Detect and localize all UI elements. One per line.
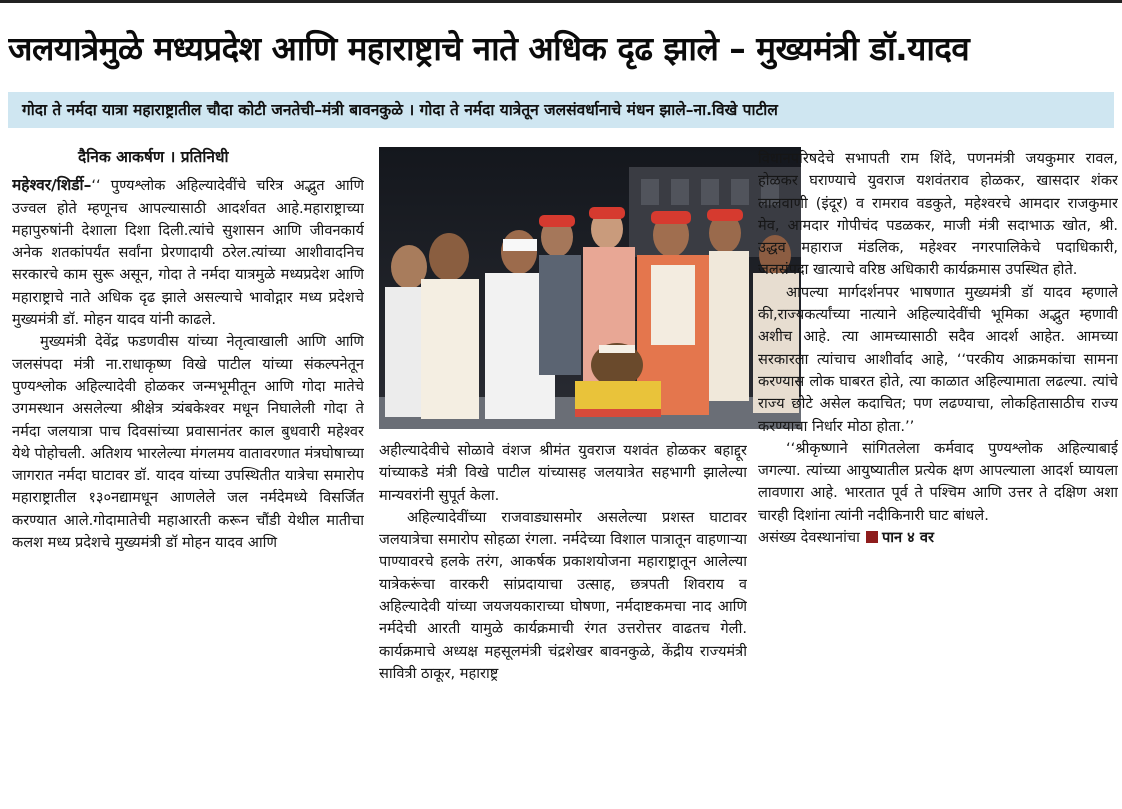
article-column-1 (12, 146, 364, 806)
continuation-line (758, 527, 1118, 549)
paragraph: मुख्यमंत्री देवेंद्र फडणवीस यांच्या नेतृत्वाखाली आणि आणि जलसंपदा मंत्री ना.राधाकृष्ण विखे पाटील यांच्या संकल्पनेतून पुण्यश्लोक अहिल्यादेवी होळकर जन्मभूमीतून आणि गोदा मातेचे उगमस्थान असलेल्या श्रीक्षेत्र त्र्यंबकेश्वर मधून निघालेली गोदा ते नर्मदा जलयात्रा पाच दिवसांच्या प्रवासानंतर काल बुधवारी महेश्वर येथे पोहोचली. अतिशय भारलेल्या मंगलमय वातावरणात मंत्रघोषाच्या जागरात नर्मदा घाटावर डॉ. यादव यांच्या उपस्थितीत यात्रेचा समारोप महाराष्ट्रातील १३०नद्यामधून आणलेले जल नर्मदेमध्ये विसर्जित करण्यात आले.गोदामातेची महाआरती करून चौंडी येथील मातीचा कलश मध्य प्रदेशचे मुख्यमंत्री डॉ मोहन यादव आणि (12, 333, 364, 552)
subheadline-bar (8, 92, 1114, 128)
paragraph: ‘‘श्रीकृष्णाने सांगितलेला कर्मवाद पुण्यश्लोक अहिल्याबाई जगल्या. त्यांच्या आयुष्यातील प्रत्येक क्षण आपल्याला आदर्श घ्यायला लावणारा आहे. भारतात पूर्व ते पश्चिम आणि उत्तर ते दक्षिण अशा चारही दिशांना त्यांनी नदीकिनारी घाट बांधले. (758, 439, 1118, 524)
paragraph: अहील्यादेवीचे सोळावे वंशज श्रीमंत युवराज यशवंत होळकर बहाद्दूर यांच्याकडे मंत्री विखे पाटील यांच्यासह जलयात्रेत सहभागी झालेल्या मान्यवरांनी सुपूर्त केला. (379, 442, 747, 504)
subheadline: गोदा ते नर्मदा यात्रा महाराष्ट्रातील चौदा कोटी जनतेची–मंत्री बावनकुळे । गोदा ते नर्मदा यात्रेतून जलसंवर्धानाचे मंधन झाले–ना.विखे पाटील (22, 101, 778, 119)
paragraph: अहिल्यादेवींच्या राजवाड्यासमोर असलेल्या प्रशस्त घाटावर जलयात्रेचा समारोप सोहळा रंगला. नर्मदेच्या विशाल पात्रातून वाहणाऱ्या पाण्यावरचे हलके तरंग, आकर्षक प्रकाशयोजना महाराष्ट्रातून आलेल्या यात्रेकरूंचा वारकरी सांप्रदायाचा उत्साह, छत्रपती शिवराय व अहिल्यादेवी यांच्या जयजयकाराच्या घोषणा, नर्मदाष्टकमचा नाद आणि नर्मदेची आरती यामुळे कार्यक्रमाची रंगत उत्तरोत्तर वाढतच गेली. कार्यक्रमाचे अध्यक्ष महसूलमंत्री चंद्रशेखर बावनकुळे, केंद्रीय राज्यमंत्री सावित्री ठाकूर, महाराष्ट्र (379, 508, 747, 682)
lead-paragraph (12, 174, 364, 331)
continued-on-page: पान ४ वर (881, 529, 934, 547)
article-column-3 (758, 148, 1118, 806)
headline: जलयात्रेमुळे मध्यप्रदेश आणि महाराष्ट्राचे नाते अधिक दृढ झाले – मुख्यमंत्री डॉ.यादव (8, 29, 970, 68)
byline: दैनिक आकर्षण । प्रतिनिधी (78, 148, 229, 166)
article-column-2 (379, 440, 747, 808)
paragraph: आपल्या मार्गदर्शनपर भाषणात मुख्यमंत्री डॉ यादव म्हणाले की,राज्यकर्त्यांच्या नात्याने अहिल्यादेवींची भूमिका अद्भुत म्हणावी अशीच आहे. त्या आमच्यासाठी सदैव आदर्श आहेत. आमच्या सरकारला त्यांचाच आशीर्वाद आहे, ‘‘परकीय आक्रमकांचा सामना करण्यास लोक घाबरत होते, त्या काळात अहिल्यामाता लढल्या. त्यांचे राज्य छोटे असेल कदाचित; पण लढण्याचा, लोकहितासाठीच राज्य करण्याचा निर्धार मोठा होता.’’ (758, 283, 1118, 435)
square-marker-icon (866, 531, 878, 543)
event-photo-illustration (379, 147, 801, 429)
dateline: महेश्वर/शिर्डी– (12, 176, 92, 195)
top-rule (0, 0, 1122, 3)
event-photo (379, 147, 801, 429)
last-words: असंख्य देवस्थानांचा (758, 529, 860, 547)
lead-text: ‘‘ पुण्यश्लोक अहिल्यादेवींचे चरित्र अद्भुत आणि उज्वल होते म्हणूनच आपल्यासाठी आदर्शवत आहे.महाराष्ट्राच्या महापुरुषांनी देशाला दिशा दिली.त्यांचे सुशासन आणि जीवनकार्य अनेक शतकांपर्यंत सर्वांना प्रेरणादायी ठरेल.त्यांच्या आशीवादनिच सरकारचे काम सुरू असून, गोदा ते नर्मदा यात्रमुळे मध्यप्रदेश आणि महाराष्ट्राचे नाते अधिक दृढ झाले असल्याचे भावोद्गार मध्य प्रदेशचे मुख्यमंत्री डॉ. मोहन यादव यांनी काढले. (12, 177, 364, 329)
paragraph: विधानपरिषदेचे सभापती राम शिंदे, पणनमंत्री जयकुमार रावल, होळकर घराण्याचे युवराज यशवंतराव होळकर, खासदार शंकर लालवाणी (इंदूर) व रामराव वडकुते, महेश्वरचे आमदार राजकुमार मेव, आमदार गोपीचंद पडळकर, माजी मंत्री सदाभाऊ खोत, श्री. उद्धव महाराज मंडलिक, महेश्वर नगरपालिकेचे पदाधिकारी, जलसंपदा खात्याचे वरिष्ठ अधिकारी कार्यक्रमास उपस्थित होते. (758, 150, 1118, 279)
